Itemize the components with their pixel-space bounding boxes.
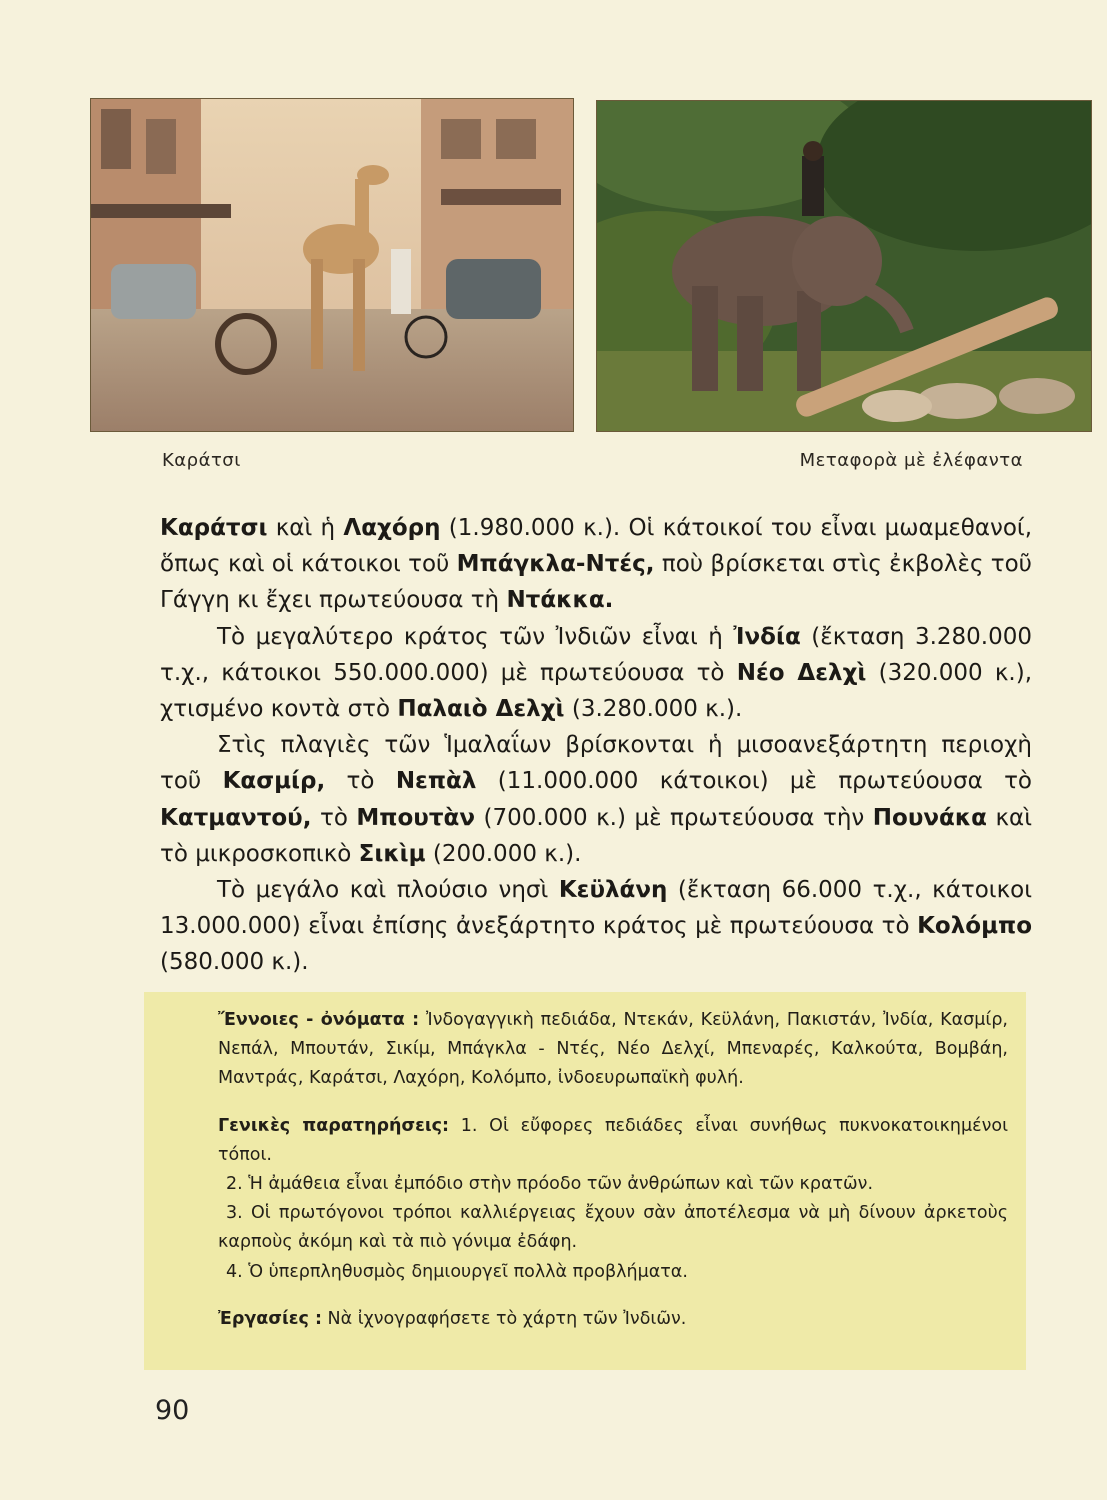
paragraph-india: Τὸ μεγαλύτερο κράτος τῶν Ἰνδιῶν εἶναι ἡ Ἰνδία (ἔκταση 3.280.000 τ.χ., κάτοικοι 550.000.000) μὲ πρωτεύουσα τὸ Νέο Δελχὶ (320.000 κ.), χτισμένο κοντὰ στὸ Παλαιὸ Δελχὶ (3.280.000 κ.).: [160, 623, 1033, 723]
elephant-image: [597, 101, 1091, 431]
photo-elephant-logs: [596, 100, 1092, 432]
tasks-label: Ἐργασίες :: [218, 1308, 322, 1329]
remark-1: 1. Οἱ εὔφορες πεδιάδες εἶναι συνήθως πυκνοκατοικημένοι τόποι.: [218, 1115, 1008, 1165]
summary-box: [144, 992, 1026, 1370]
page-number: 90: [155, 1395, 190, 1426]
photo-karachi-street: [90, 98, 574, 432]
karachi-street-image: [91, 99, 573, 431]
tasks-text: Νὰ ἰχνογραφήσετε τὸ χάρτη τῶν Ἰνδιῶν.: [321, 1308, 687, 1329]
caption-elephant-transport: Μεταφορὰ μὲ ἐλέφαντα: [799, 450, 1023, 471]
main-text: [160, 510, 1032, 981]
remarks-section: [218, 1112, 1008, 1170]
paragraph-ceylon: Τὸ μεγάλο καὶ πλούσιο νησὶ Κεϋλάνη (ἔκταση 66.000 τ.χ., κάτοικοι 13.000.000) εἶναι ἐπίσης ἀνεξάρτητο κράτος μὲ πρωτεύουσα τὸ Κολόμπο (580.000 κ.).: [160, 877, 1032, 976]
paragraph-himalayas: Στὶς πλαγιὲς τῶν Ἱμαλαΐων βρίσκονται ἡ μισοανεξάρτητη περιοχὴ τοῦ Κασμίρ, τὸ Νεπὰλ (11.000.000 κάτοικοι) μὲ πρωτεύουσα τὸ Κατμαντού, τὸ Μπουτὰν (700.000 κ.) μὲ πρωτεύουσα τὴν Πουνάκα καὶ τὸ μικροσκοπικὸ Σικὶμ (200.000 κ.).: [160, 732, 1033, 867]
concepts-text: Ἰνδογαγγικὴ πεδιάδα, Ντεκάν, Κεϋλάνη, Πακιστάν, Ἰνδία, Κασμίρ, Νεπάλ, Μπουτάν, Σικίμ, Μπάγκλα - Ντές, Νέο Δελχί, Μπεναρές, Καλκούτα, Βομβάη, Μαντράς, Καράτσι, Λαχόρη, Κολόμπο, ἰνδοευρωπαϊκὴ φυλή.: [218, 1010, 1008, 1089]
remark-3: 3. Οἱ πρωτόγονοι τρόποι καλλιέργειας ἔχουν σὰν ἀποτέλεσμα νὰ μὴ δίνουν ἀρκετοὺς καρποὺς ἀκόμη καὶ τὰ πιὸ γόνιμα ἐδάφη.: [218, 1203, 1008, 1253]
remark-2: 2. Ἡ ἀμάθεια εἶναι ἐμπόδιο στὴν πρόοδο τῶν ἀνθρώπων καὶ τῶν κρατῶν.: [226, 1174, 874, 1195]
tasks-section: [218, 1305, 1008, 1334]
concepts-section: [218, 1006, 1008, 1094]
remarks-label: Γενικὲς παρατηρήσεις:: [218, 1115, 450, 1136]
remark-4: 4. Ὁ ὑπερπληθυσμὸς δημιουργεῖ πολλὰ προβλήματα.: [226, 1261, 688, 1282]
caption-karachi: Καράτσι: [162, 450, 241, 471]
concepts-label: Ἔννοιες - ὀνόματα :: [218, 1010, 420, 1030]
paragraph-karachi: Καράτσι καὶ ἡ Λαχόρη (1.980.000 κ.). Οἱ κάτοικοί του εἶναι μωαμεθανοί, ὅπως καὶ οἱ κάτοικοι τοῦ Μπάγκλα-Ντές, ποὺ βρίσκεται στὶς ἐκβολὲς τοῦ Γάγγη κι ἔχει πρωτεύουσα τὴ Ντάκκα.: [160, 515, 1033, 614]
summary-notes: [218, 1006, 1008, 1334]
